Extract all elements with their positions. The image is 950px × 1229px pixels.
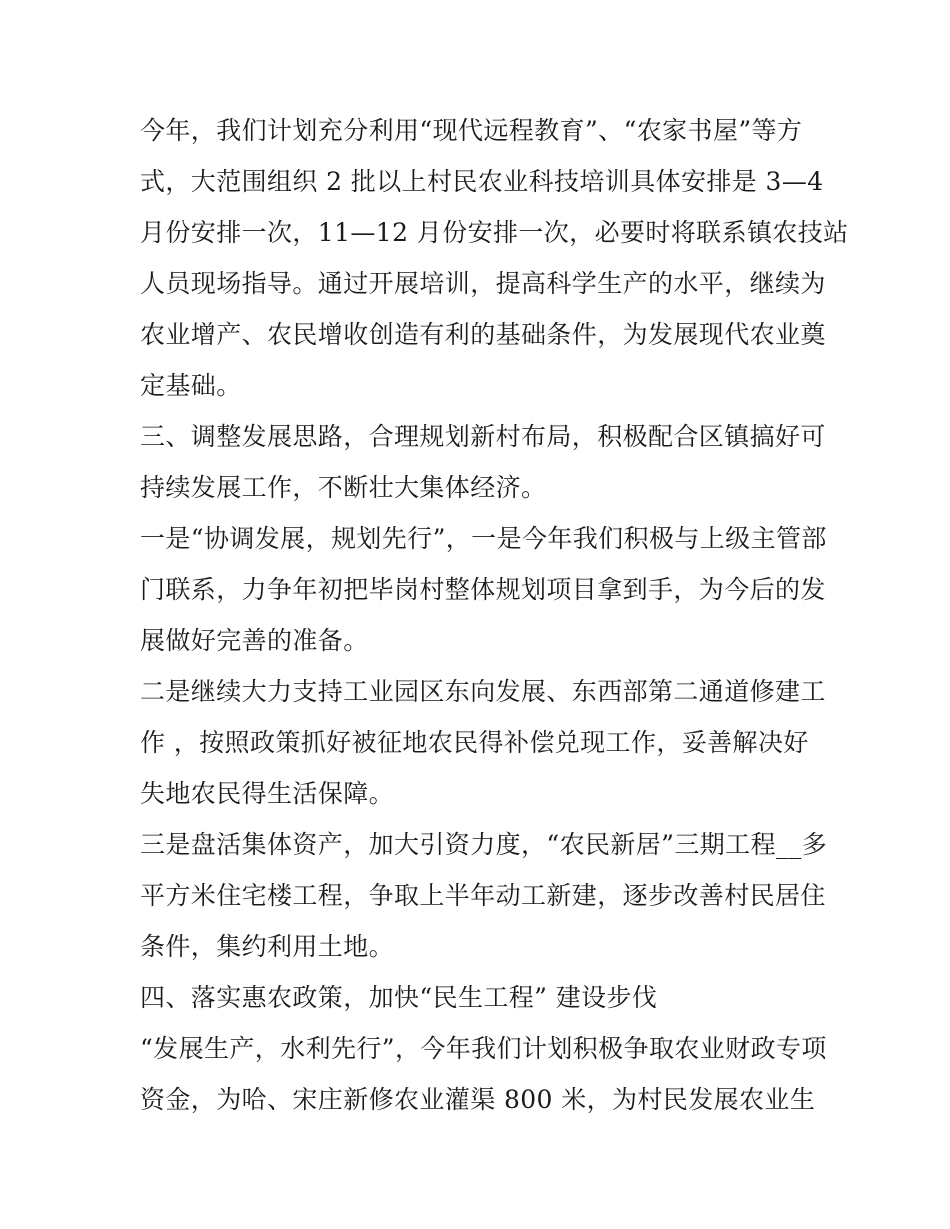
text-line: 展做好完善的准备。 <box>140 626 369 655</box>
text-line: 今年，我们计划充分利用“现代远程教育”、“农家书屋”等方 <box>140 116 803 145</box>
text-line: 农业增产、农民增收创造有利的基础条件，为发展现代农业奠 <box>140 320 826 349</box>
text-line: 条件，集约利用土地。 <box>140 932 395 961</box>
section-heading-3: 三、调整发展思路，合理规划新村布局，积极配合区镇搞好可 <box>140 422 826 451</box>
text-line: 人员现场指导。通过开展培训，提高科学生产的水平，继续为 <box>140 269 826 298</box>
text-line: 资金，为哈、宋庄新修农业灌渠 800 米，为村民发展农业生 <box>140 1085 816 1114</box>
text-line: 月份安排一次，11—12 月份安排一次，必要时将联系镇农技站 <box>140 218 849 247</box>
text-line: “发展生产，水利先行”，今年我们计划积极争取农业财政专项 <box>140 1034 827 1063</box>
text-line: 二是继续大力支持工业园区东向发展、东西部第二通道修建工 <box>140 677 826 706</box>
text-line: 持续发展工作，不断壮大集体经济。 <box>140 473 547 502</box>
text-line: 式，大范围组织 2 批以上村民农业科技培训具体安排是 3—4 <box>140 167 824 196</box>
text-line: 门联系，力争年初把毕岗村整体规划项目拿到手，为今后的发 <box>140 575 826 604</box>
text-line: 失地农民得生活保障。 <box>140 779 395 808</box>
text-line: 定基础。 <box>140 371 242 400</box>
text-line: 一是“协调发展，规划先行”，一是今年我们积极与上级主管部 <box>140 524 827 553</box>
document-body <box>140 105 849 1125</box>
section-heading-4: 四、落实惠农政策，加快“民生工程” 建设步伐 <box>140 983 658 1012</box>
text-line: 三是盘活集体资产，加大引资力度，“农民新居”三期工程__多 <box>140 830 828 859</box>
text-line: 作 ，按照政策抓好被征地农民得补偿兑现工作，妥善解决好 <box>140 728 809 757</box>
text-line: 平方米住宅楼工程，争取上半年动工新建，逐步改善村民居住 <box>140 881 826 910</box>
